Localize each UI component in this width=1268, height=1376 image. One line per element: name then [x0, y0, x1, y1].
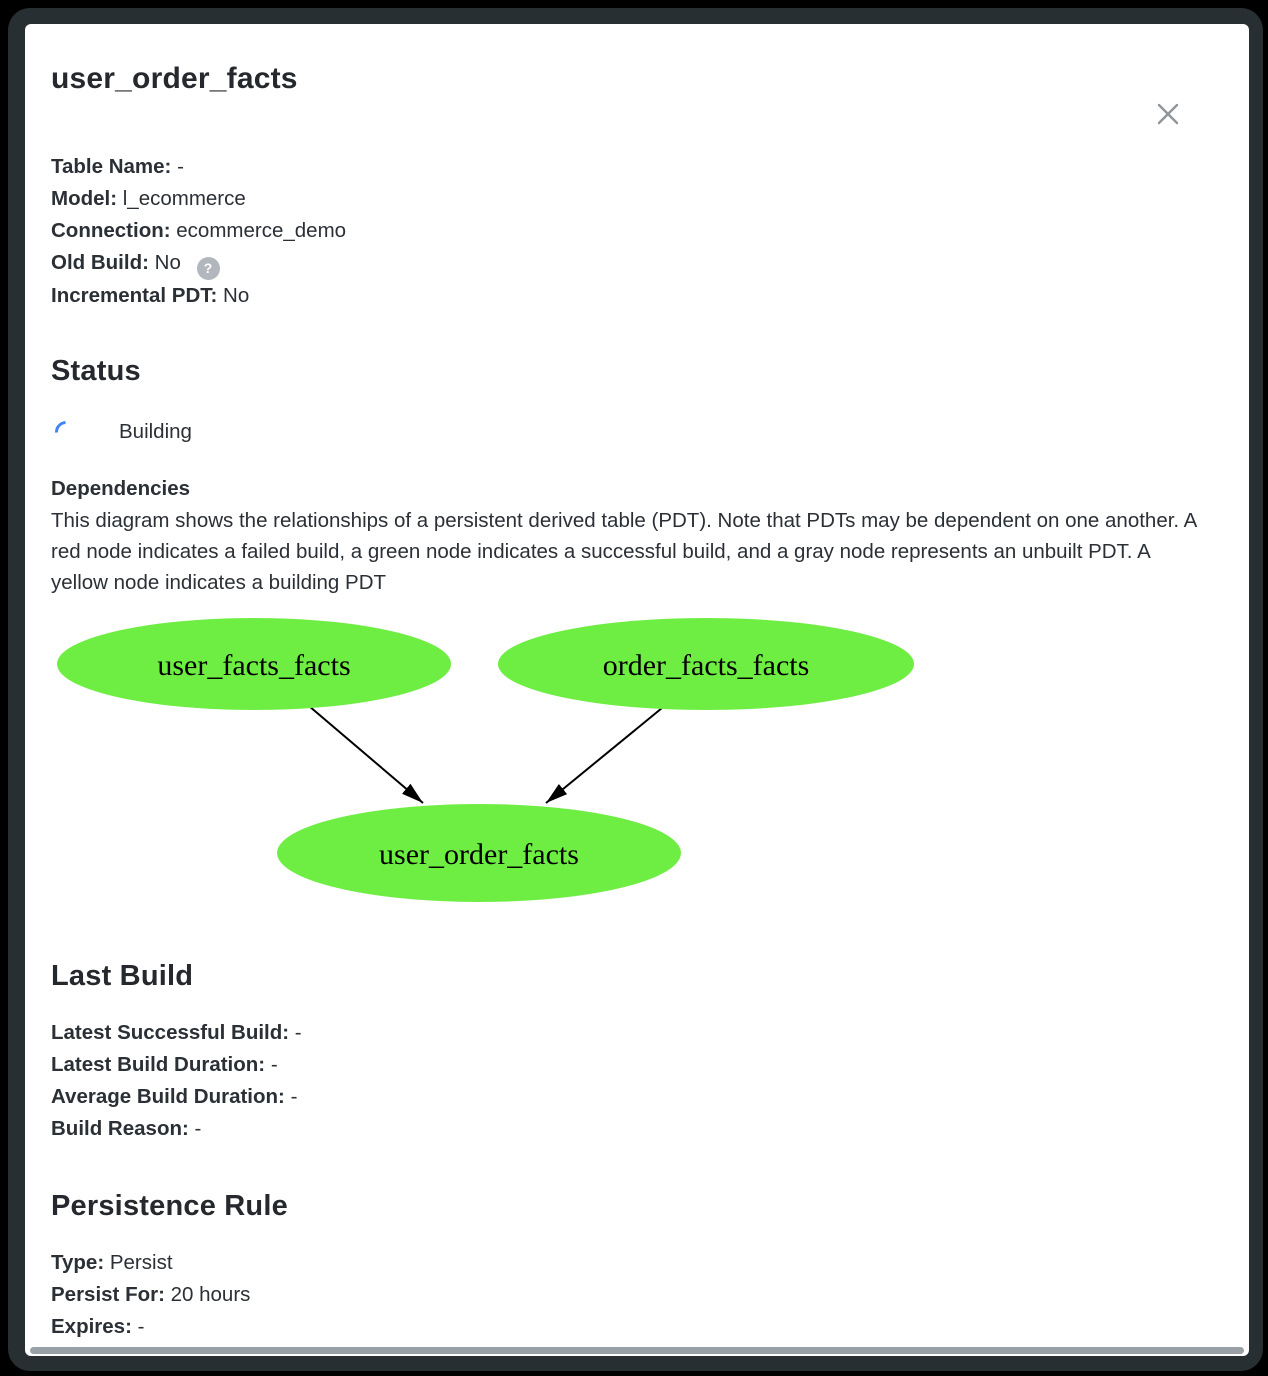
meta-incremental-pdt: Incremental PDT: No: [51, 283, 250, 307]
close-button[interactable]: [1149, 96, 1187, 134]
persistence-rule-details: [51, 1247, 1249, 1343]
build-reason: Build Reason: -: [51, 1116, 202, 1140]
persistence-type: Type: Persist: [51, 1250, 173, 1274]
expires: Expires: -: [51, 1314, 145, 1338]
status-indicator: [51, 417, 1249, 447]
status-text: Building: [119, 419, 192, 443]
last-build-heading: Last Build: [51, 959, 194, 992]
latest-build-duration: Latest Build Duration: -: [51, 1052, 278, 1076]
pdt-details-panel: [25, 24, 1249, 1356]
meta-old-build: Old Build: No ?: [51, 247, 1249, 280]
edge-order-facts-to-user-order: [546, 708, 662, 803]
close-icon: [1155, 101, 1181, 130]
node-order-facts-facts-label: order_facts_facts: [602, 648, 810, 682]
latest-successful-build: Latest Successful Build: -: [51, 1020, 302, 1044]
page-title: user_order_facts: [51, 62, 298, 95]
last-build-details: [51, 1017, 1249, 1145]
window-frame: [8, 8, 1263, 1371]
node-order-facts-facts: [498, 618, 914, 710]
node-user-order-facts: [277, 804, 681, 902]
pdt-metadata: [51, 151, 1249, 312]
dependencies-description: This diagram shows the relationships of a persistent derived table (PDT). Note that PDTs may be dependent on one another. A red node indicates a failed build, a green node indicates a successful build, and a gray node represents an unbuilt PDT. A yellow node indicates a building PDT: [51, 508, 1197, 594]
help-icon[interactable]: ?: [197, 257, 220, 280]
horizontal-scrollbar[interactable]: [30, 1347, 1244, 1354]
persistence-rule-heading: Persistence Rule: [51, 1189, 288, 1222]
node-user-facts-facts: [57, 618, 451, 710]
meta-model: Model: l_ecommerce: [51, 187, 246, 210]
status-heading: Status: [51, 354, 141, 387]
dependencies-label: Dependencies: [51, 476, 190, 500]
persist-for: Persist For: 20 hours: [51, 1282, 251, 1306]
edge-user-facts-to-user-order: [309, 706, 423, 803]
node-user-facts-facts-label: user_facts_facts: [157, 648, 351, 682]
node-user-order-facts-label: user_order_facts: [379, 837, 579, 871]
average-build-duration: Average Build Duration: -: [51, 1084, 298, 1108]
meta-table-name: Table Name: -: [51, 155, 184, 178]
meta-connection: Connection: ecommerce_demo: [51, 219, 347, 242]
panel-header: [51, 60, 1249, 97]
pdt-dependency-diagram: [51, 609, 931, 909]
building-spinner-icon: [50, 416, 81, 447]
